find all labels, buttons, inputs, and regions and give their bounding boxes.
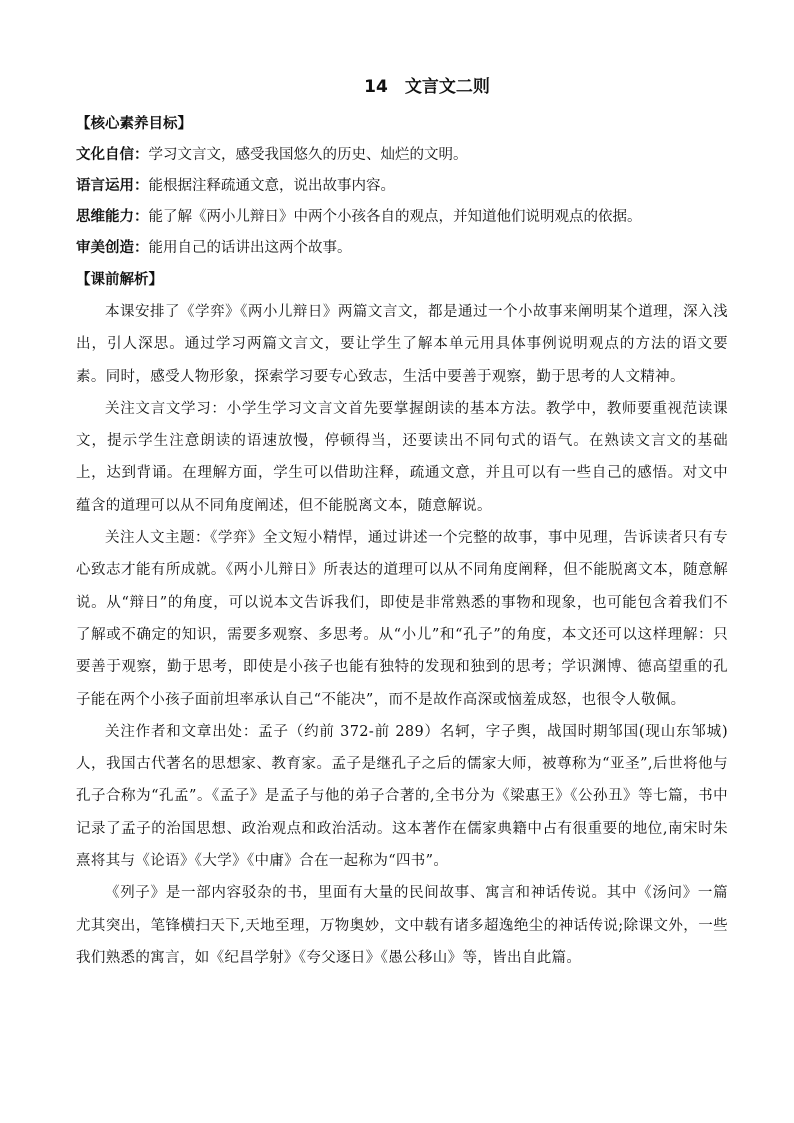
goal-text: 能根据注释疏通文意，说出故事内容。 (148, 178, 395, 194)
goal-label: 思维能力： (76, 209, 149, 225)
goal-text: 学习文言文，感受我国悠久的历史、灿烂的文明。 (148, 147, 468, 163)
goal-text: 能用自己的话讲出这两个故事。 (148, 240, 352, 256)
core-goals-heading: 【核心素养目标】 (76, 116, 192, 132)
pre-class-analysis-heading: 【课前解析】 (76, 272, 163, 288)
paragraph-author-and-source: 关注作者和文章出处：孟子（约前 372-前 289）名轲，字子舆，战国时期邹国(现山东邹城)人，我国古代著名的思想家、教育家。孟子是继孔子之后的儒家大师，被尊称为“亚圣”,后世将他与孔子合称为“孔孟”。《孟子》是孟子与他的弟子合著的,全书分为《梁惠王》《公孙丑》等七篇，书中记录了孟子的治国思想、政治观点和政治活动。这本著作在儒家典籍中占有很重要的地位,南宋时朱熹将其与《论语》《大学》《中庸》合在一起称为“四书”。 (76, 723, 728, 870)
paragraph-liezi: 《列子》是一部内容驳杂的书，里面有大量的民间故事、寓言和神话传说。其中《汤问》一篇尤其突出，笔锋横扫天下,天地至理，万物奥妙，文中载有诸多超逸绝尘的神话传说;除课文外，一些我们熟悉的寓言，如《纪昌学射》《夸父逐日》《愚公移山》等，皆出自此篇。 (76, 885, 728, 966)
goal-label: 文化自信： (76, 147, 149, 163)
paragraph-lesson-overview: 本课安排了《学弈》《两小儿辩日》两篇文言文，都是通过一个小故事来阐明某个道理，深入浅出，引人深思。通过学习两篇文言文，要让学生了解本单元用具体事例说明观点的方法的语文要素。同时，感受人物形象，探索学习要专心致志，生活中要善于观察，勤于思考的人文精神。 (76, 304, 728, 385)
paragraph-humanistic-theme: 关注人文主题：《学弈》全文短小精悍，通过讲述一个完整的故事，事中见理，告诉读者只有专心致志才能有所成就。《两小儿辩日》所表达的道理可以从不同角度阐释，但不能脱离文本，随意解说。从“辩日”的角度，可以说本文告诉我们，即使是非常熟悉的事物和现象，也可能包含着我们不了解或不确定的知识，需要多观察、多思考。从“小儿”和“孔子”的角度，本文还可以这样理解：只要善于观察，勤于思考，即使是小孩子也能有独特的发现和独到的思考；学识渊博、德高望重的孔子能在两个小孩子面前坦率承认自己“不能决”，而不是故作高深或恼羞成怒，也很令人敬佩。 (76, 530, 728, 708)
goal-cultural-confidence (76, 140, 728, 171)
document-page (76, 70, 728, 974)
goal-label: 审美创造： (76, 240, 149, 256)
goal-text: 能了解《两小儿辩日》中两个小孩各自的观点，并知道他们说明观点的依据。 (148, 209, 642, 225)
paragraph-classical-chinese-learning: 关注文言文学习：小学生学习文言文首先要掌握朗读的基本方法。教学中，教师要重视范读课文，提示学生注意朗读的语速放慢，停顿得当，还要读出不同句式的语气。在熟读文言文的基础上，达到背诵。在理解方面，学生可以借助注释，疏通文意，并且可以有一些自己的感悟。对文中蕴含的道理可以从不同角度阐述，但不能脱离文本，随意解说。 (76, 400, 728, 514)
goal-thinking-ability (76, 202, 728, 233)
lesson-title: 14 文言文二则 (364, 77, 490, 97)
goal-language-use (76, 171, 728, 202)
goal-label: 语言运用： (76, 178, 149, 194)
goal-aesthetic-creation (76, 233, 728, 264)
